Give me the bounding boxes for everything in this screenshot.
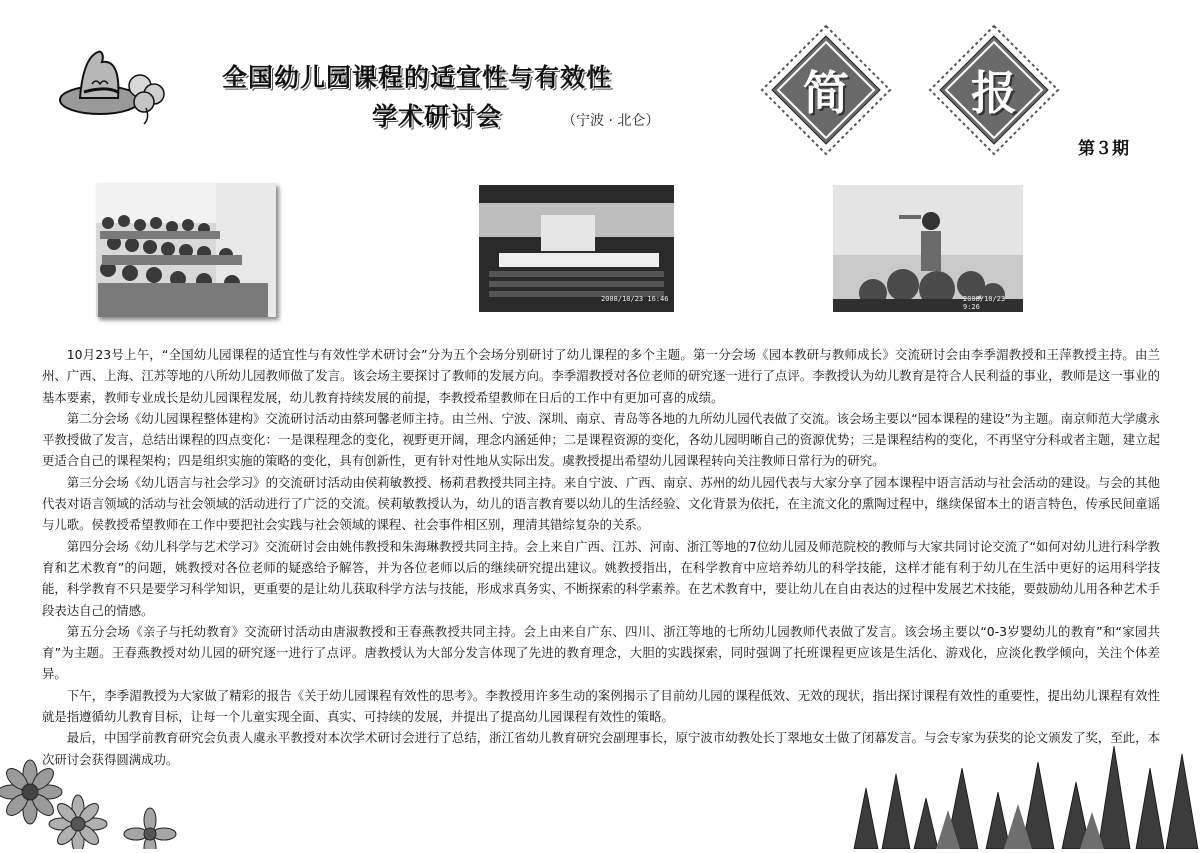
title-line-2: 学术研讨会 [372,102,503,131]
article-body [42,344,1160,770]
article-paragraph: 下午，李季湄教授为大家做了精彩的报告《关于幼儿园课程有效性的思考》。李教授用许多生动的案例揭示了目前幼儿园的课程低效、无效的现状，指出探讨课程有效性的重要性，提出幼儿课程有效性就是指遵循幼儿教育目标，让每一个儿童实现全面、真实、可持续的发展，并提出了提高幼儿园课程有效性的策略。 [42,687,1160,725]
photo-audience [96,183,276,317]
photo-speaker [833,185,1023,312]
article-paragraph: 第三分会场《幼儿语言与社会学习》的交流研讨活动由侯莉敏教授、杨莉君教授共同主持。来自宁波、广西、南京、苏州的幼儿园代表与大家分享了园本课程中语言活动与社会活动的建设。与会的其他代表对语言领域的活动与社会领域的活动进行了广泛的交流。侯莉敏教授认为，幼儿的语言教育要以幼儿的生活经验、文化背景为依托，在主流文化的熏陶过程中，继续保留本土的语言特色，传承民间童谣与儿歌。侯教授希望教师在工作中要把社会实践与社会领域的课程、社会事件相区别，理清其错综复杂的关系。 [42,474,1160,533]
flower-decoration-icon [0,752,200,849]
tree-decoration-icon [836,738,1200,849]
article-paragraph: 最后，中国学前教育研究会负责人虞永平教授对本次学术研讨会进行了总结，浙江省幼儿教育研究会副理事长，原宁波市幼教处长丁翠地女士做了闭幕发言。与会专家为获奖的论文颁发了奖，至此，本次研讨会获得圆满成功。 [42,730,1160,767]
issue-number: 第３期 [1078,139,1129,159]
article-paragraph: 第四分会场《幼儿科学与艺术学习》交流研讨会由姚伟教授和朱海琳教授共同主持。会上来自广西、江苏、河南、浙江等地的7位幼儿园及师范院校的教师与大家共同讨论交流了“如何对幼儿进行科学教育和艺术教育”的问题，姚教授对各位老师的疑惑给予解答，并为各位老师以后的继续研究提出建议。姚教授指出，在科学教育中应培养幼儿的科学技能，这样才能有利于幼儿在生活中更好的运用科学技能，科学教育不只是要学习科学知识，更重要的是让幼儿获取科学方法与技能，形成求真务实、不断探索的科学素养。在艺术教育中，要让幼儿在自由表达的过程中发展艺术技能，要鼓励幼儿用各种艺术手段表达自己的情感。 [42,538,1160,618]
location-label: （宁波 · 北仑） [562,113,660,129]
article-paragraph: 10月23号上午，“全国幼儿园课程的适宜性与有效性学术研讨会”分为五个会场分别研讨了幼儿课程的多个主题。第一分会场《园本教研与教师成长》交流研讨会由李季湄教授和王萍教授主持。由兰州、广西、上海、江苏等地的八所幼儿园教师做了发言。该会场主要探讨了教师的发展方向。李季湄教授对各位老师的研究逐一进行了点评。李教授认为幼儿教育是符合人民利益的事业，教师是这一事业的基本要素，教师专业成长是幼儿园课程发展，幼儿教育持续发展的前提，李教授希望教师在日后的工作中有更加可喜的成绩。 [42,347,1160,405]
title-line-1: 全国幼儿园课程的适宜性与有效性 [222,63,613,92]
photo-date-stamp: 2008/10/23 9:26 [963,295,1006,311]
badge-char-jian: 简 [803,66,849,120]
badge-bao [928,24,1060,156]
hat-logo-icon [58,42,168,126]
article-paragraph: 第二分会场《幼儿园课程整体建构》交流研讨活动由蔡珂馨老师主持。由兰州、宁波、深圳、南京、青岛等各地的九所幼儿园代表做了交流。该会场主要以“园本课程的建设”为主题。南京师范大学虞永平教授做了发言，总结出课程的四点变化：一是课程理念的变化，视野更开阔，理念内涵延伸；二是课程资源的变化，各幼儿园明晰自己的资源优势；三是课程结构的变化，不再坚守分科或者主题，建立起更适合自己的课程架构；四是组织实施的策略的变化，具有创新性，更有针对性地从实际出发。虞教授提出希望幼儿园课程转向关注教师日常行为的研究。 [42,410,1160,469]
badge-jian [760,24,892,156]
photo-date-stamp: 2008/10/23 16:46 [601,295,669,303]
article-paragraph: 第五分会场《亲子与托幼教育》交流研讨活动由唐淑教授和王春燕教授共同主持。会上由来自广东、四川、浙江等地的七所幼儿园教师代表做了发言。该会场主要以“0-3岁婴幼儿的教育”和“家园共育”为主题。王春燕教授对幼儿园的研究逐一进行了点评。唐教授认为大部分发言体现了先进的教育理念，大胆的实践探索，同时强调了托班课程更应该是生活化、游戏化，应淡化教学倾向，关注个体差异。 [42,623,1160,682]
badge-char-bao: 报 [971,66,1017,120]
photo-stage [479,185,674,312]
